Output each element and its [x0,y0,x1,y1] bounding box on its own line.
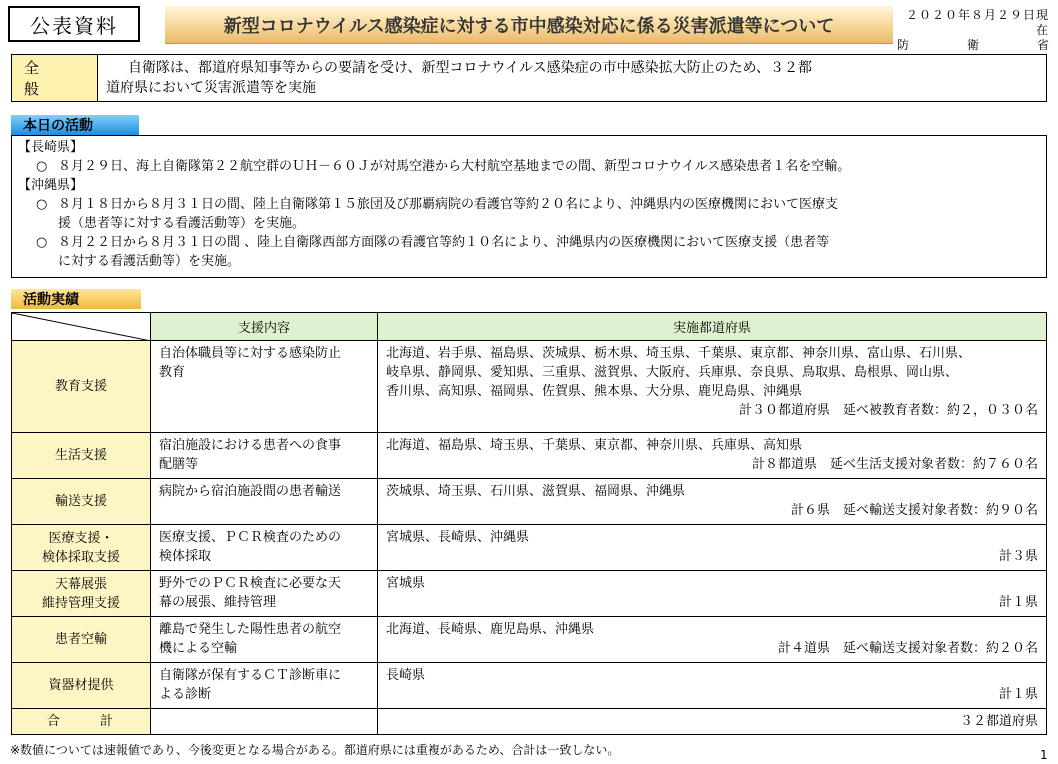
content-cell [151,617,378,663]
org-char: 防 [897,38,910,52]
content-line: 幕の展張、維持管理 [159,595,277,610]
total-empty-cell [151,709,378,735]
total-label: 合 計 [12,709,151,735]
corner-diagonal [12,313,151,341]
category-line: 医療支援・ [48,530,114,546]
activity-text [58,195,1040,233]
activity-item [18,233,1040,271]
footnote: ※数値については速報値であり、今後変更となる場合がある。都道府県には重複があるため、合計は一致しない。 [10,743,620,757]
corner-cell [12,313,151,341]
prefecture-list-line: 岐阜県、静岡県、愛知県、三重県、滋賀県、大阪府、兵庫県、奈良県、鳥取県、島根県、岡山県、 [386,365,959,380]
results-table [11,312,1047,735]
category-line: 患者空輸 [54,632,107,647]
prefecture-list-line: 宮城県 [386,576,426,591]
table-row [12,663,1047,709]
col-header-content: 支援内容 [151,313,378,341]
category-cell [12,341,151,433]
general-text [98,55,1046,101]
activity-text [58,233,1040,271]
row-total: 計１県 [998,595,1038,610]
row-total: 計４道県 延べ輸送支援対象者数：約２０名 [777,641,1038,656]
prefecture-list-line: 宮城県、長崎県、沖縄県 [386,530,530,545]
row-total: 計３県 [998,549,1038,564]
content-line: よる診断 [159,687,212,702]
category-cell [12,433,151,479]
general-box [11,54,1047,102]
content-cell [151,571,378,617]
content-line: 教育 [159,365,186,380]
table-row [12,433,1047,479]
content-cell [151,341,378,433]
general-line: 道府県において災害派遣等を実施 [106,80,316,96]
prefecture-list-line: 香川県、高知県、福岡県、佐賀県、熊本県、大分県、鹿児島県、沖縄県 [386,384,803,399]
org-line [897,38,1049,53]
prefecture-list-line: 北海道、岩手県、福島県、茨城県、栃木県、埼玉県、千葉県、東京都、神奈川県、富山県、石川県、 [386,346,972,361]
doc-label: 公表資料 [8,6,140,42]
content-cell [151,433,378,479]
row-total: 計１県 [998,687,1038,702]
prefecture-list-line: 北海道、長崎県、鹿児島県、沖縄県 [386,622,595,637]
activity-item [18,157,1040,176]
content-cell [151,525,378,571]
date-block [897,8,1049,53]
category-cell [12,571,151,617]
content-line: 医療支援、ＰＣＲ検査のための [159,530,342,545]
table-row [12,617,1047,663]
category-line: 生活支援 [54,448,107,463]
total-row [12,709,1047,735]
prefectures-cell [378,341,1047,433]
category-line: 資器材提供 [48,678,114,693]
content-line: 配膳等 [159,457,199,472]
activity-line: ８月１８日から８月３１日の間、陸上自衛隊第１５旅団及び那覇病院の看護官等約２０名により、沖縄県内の医療機関において医療支 [58,197,839,212]
prefectures-cell [378,663,1047,709]
table-row [12,571,1047,617]
activity-text: ８月２９日、海上自衛隊第２２航空群のＵＨ－６０Ｊが対馬空港から大村航空基地までの間、新型コロナウイルス感染患者１名を空輸。 [58,159,851,174]
org-char: 衛 [966,38,979,52]
table-header-row [12,313,1047,341]
table-row [12,341,1047,433]
prefectures-cell [378,571,1047,617]
category-line: 輸送支援 [54,494,107,509]
bullet-mark: ○ [36,235,48,250]
total-value: ３２都道府県 [378,709,1047,735]
date-line: ２０２０年８月２９日現在 [905,8,1049,37]
activity-item [18,195,1040,233]
content-cell [151,663,378,709]
results-heading: 活動実績 [11,289,141,309]
content-line: 検体採取 [159,549,212,564]
content-line: 機による空輸 [159,641,238,656]
prefectures-cell [378,479,1047,525]
prefecture-list-line: 茨城県、埼玉県、石川県、滋賀県、福岡県、沖縄県 [386,484,686,499]
content-line: 自衛隊が保有するＣＴ診断車に [159,668,342,683]
page-title: 新型コロナウイルス感染症に対する市中感染対応に係る災害派遣等について [165,6,893,44]
row-total: 計６県 延べ輸送支援対象者数：約９０名 [790,503,1038,518]
content-line: 宿泊施設における患者への食事 [159,438,342,453]
today-heading: 本日の活動 [11,115,139,135]
category-line: 維持管理支援 [41,595,120,611]
category-cell [12,617,151,663]
prefecture-heading: 【沖縄県】 [18,178,84,193]
activity-line: に対する看護活動等）を実施。 [58,254,241,269]
table-row [12,479,1047,525]
content-cell [151,479,378,525]
row-total: 計８都道県 延べ生活支援対象者数：約７６０名 [751,457,1038,472]
category-cell [12,479,151,525]
bullet-mark: ○ [36,159,48,174]
prefecture-list-line: 長崎県 [386,668,426,683]
general-label: 全 般 [12,55,98,101]
org-char: 省 [1036,38,1049,52]
content-line: 野外でのＰＣＲ検査に必要な天 [159,576,342,591]
activity-line: ８月２２日から８月３１日の間 、陸上自衛隊西部方面隊の看護官等約１０名により、沖縄県内の医療機関において医療支援（患者等 [58,235,830,250]
prefectures-cell [378,525,1047,571]
prefecture-list-line: 北海道、福島県、埼玉県、千葉県、東京都、神奈川県、兵庫県、高知県 [386,438,803,453]
category-cell [12,663,151,709]
page-number: 1 [1040,748,1048,762]
category-cell [12,525,151,571]
category-line: 検体採取支援 [41,549,120,565]
col-header-prefs: 実施都道府県 [378,313,1047,341]
today-activity-box [11,135,1047,278]
general-line: 自衛隊は、都道府県知事等からの要請を受け、新型コロナウイルス感染症の市中感染拡大防止のため、３２都 [128,60,813,76]
content-line: 自治体職員等に対する感染防止 [159,346,342,361]
bullet-mark: ○ [36,197,48,212]
row-total: 計３０都道府県 延べ被教育者数：約２，０３０名 [738,403,1038,418]
prefectures-cell [378,617,1047,663]
category-line: 天幕展張 [54,576,107,592]
prefecture-heading: 【長崎県】 [18,140,84,155]
category-line: 教育支援 [54,379,107,394]
content-line: 病院から宿泊施設間の患者輸送 [159,484,342,499]
activity-line: 援（患者等に対する看護活動等）を実施。 [58,216,306,231]
content-line: 離島で発生した陽性患者の航空 [159,622,342,637]
prefectures-cell [378,433,1047,479]
table-row [12,525,1047,571]
